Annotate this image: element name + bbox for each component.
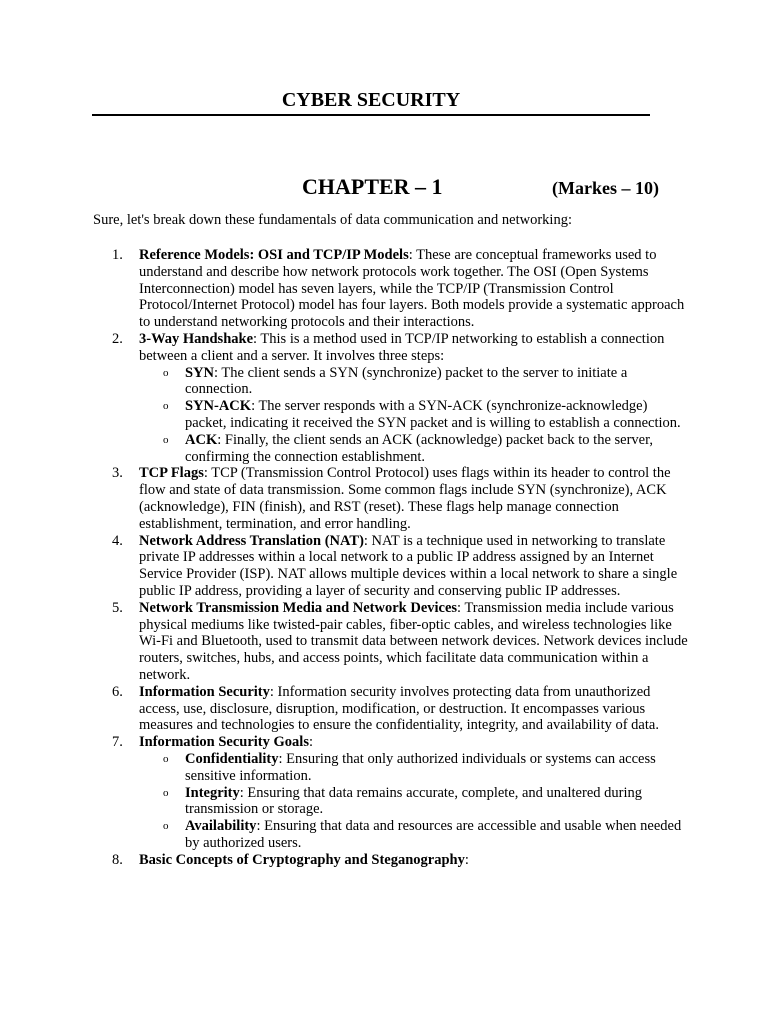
list-item xyxy=(92,600,692,684)
list-item xyxy=(92,852,692,869)
item-term: 3-Way Handshake xyxy=(139,330,254,347)
list-item xyxy=(92,533,692,600)
item-text: : Transmission media include various physical mediums like twisted-pair cables, fiber-optic cables, and wireless technologies like Wi-Fi and Bluetooth, used to transmit data between network devices. Network devices include routers, switches, hubs, and access points, which facilitate data communication within a network. xyxy=(139,599,688,683)
item-text: : Information security involves protecting data from unauthorized access, use, disclosure, disruption, modification, or destruction. It encompasses various measures and technologies to ensure the confidentiality, integrity, and availability of data. xyxy=(139,683,659,734)
bullet-icon: o xyxy=(163,433,169,446)
sub-list-item xyxy=(139,818,692,852)
list-item xyxy=(92,734,692,852)
item-term: Network Address Translation (NAT) xyxy=(139,532,364,549)
sub-item-term: Integrity xyxy=(185,784,240,801)
sub-list xyxy=(139,365,692,466)
item-term: Network Transmission Media and Network Devices xyxy=(139,599,458,616)
item-text: : This is a method used in TCP/IP networking to establish a connection between a client and a server. It involves three steps: xyxy=(139,330,665,364)
item-text: : TCP (Transmission Control Protocol) uses flags within its header to control the flow and state of data transmission. Some common flags include SYN (synchronize), ACK (acknowledge), FIN (finish), and RST (reset). These flags help manage connection establishment, termination, and error handling. xyxy=(139,465,671,532)
sub-item-text: : The client sends a SYN (synchronize) packet to the server to initiate a connection. xyxy=(185,364,628,398)
item-text: : xyxy=(308,734,313,751)
sub-item-text: : Finally, the client sends an ACK (acknowledge) packet back to the server, confirming the connection establishment. xyxy=(185,431,653,465)
sub-list-item xyxy=(139,432,692,466)
list-item xyxy=(92,247,692,331)
item-text: : These are conceptual frameworks used to understand and describe how network protocols work together. The OSI (Open Systems Interconnection) model has seven layers, while the TCP/IP (Transmission Control Protocol/Internet Protocol) model has four layers. Both models provide a systematic approach to understand networking protocols and their interactions. xyxy=(139,247,685,331)
sub-item-term: Availability xyxy=(185,818,257,835)
sub-item-text: : Ensuring that data and resources are accessible and usable when needed by authorized users. xyxy=(185,818,682,851)
item-term: Information Security Goals xyxy=(139,734,309,751)
list-item xyxy=(92,684,692,734)
sub-list-item xyxy=(139,365,692,399)
marks-label: (Markes – 10) xyxy=(552,178,659,198)
sub-item-text: : Ensuring that only authorized individuals or systems can access sensitive information. xyxy=(185,750,656,784)
chapter-heading: CHAPTER – 1 xyxy=(302,174,443,199)
sub-item-term: SYN-ACK xyxy=(185,398,252,415)
sub-list-item xyxy=(139,398,692,432)
list-number: 4. xyxy=(112,532,123,549)
item-term: Information Security xyxy=(139,683,270,700)
item-term: TCP Flags xyxy=(139,465,204,482)
list-number: 1. xyxy=(112,247,123,263)
list-number: 2. xyxy=(112,330,123,347)
bullet-icon: o xyxy=(163,752,169,765)
item-text: : xyxy=(464,851,469,868)
bullet-icon: o xyxy=(163,366,169,379)
topic-list xyxy=(92,247,692,868)
page-title: CYBER SECURITY xyxy=(92,88,650,116)
list-item xyxy=(92,331,692,465)
sub-item-term: ACK xyxy=(185,431,218,448)
sub-item-term: SYN xyxy=(185,364,215,381)
item-term: Reference Models: OSI and TCP/IP Models xyxy=(139,247,409,263)
sub-list-item xyxy=(139,751,692,785)
sub-item-text: : Ensuring that data remains accurate, complete, and unaltered during transmission or storage. xyxy=(185,784,642,818)
list-number: 3. xyxy=(112,465,123,482)
sub-item-term: Confidentiality xyxy=(185,750,279,767)
bullet-icon: o xyxy=(163,400,169,413)
list-number: 7. xyxy=(112,734,123,751)
list-number: 5. xyxy=(112,599,123,616)
bullet-icon: o xyxy=(163,820,169,833)
intro-paragraph: Sure, let's break down these fundamentals of data communication and networking: xyxy=(93,212,572,228)
sub-list-item xyxy=(139,785,692,819)
list-number: 8. xyxy=(112,851,123,868)
sub-item-text: : The server responds with a SYN-ACK (synchronize-acknowledge) packet, indicating it received the SYN packet and is willing to establish a connection. xyxy=(185,398,681,431)
list-number: 6. xyxy=(112,683,123,700)
bullet-icon: o xyxy=(163,786,169,799)
item-text: : NAT is a technique used in networking to translate private IP addresses within a local network to a public IP address assigned by an Internet Service Provider (ISP). NAT allows multiple devices within a local network to share a single public IP address, providing a layer of security and conserving public IP addresses. xyxy=(139,532,678,599)
sub-list xyxy=(139,751,692,852)
item-term: Basic Concepts of Cryptography and Steganography xyxy=(139,851,465,868)
list-item xyxy=(92,465,692,532)
